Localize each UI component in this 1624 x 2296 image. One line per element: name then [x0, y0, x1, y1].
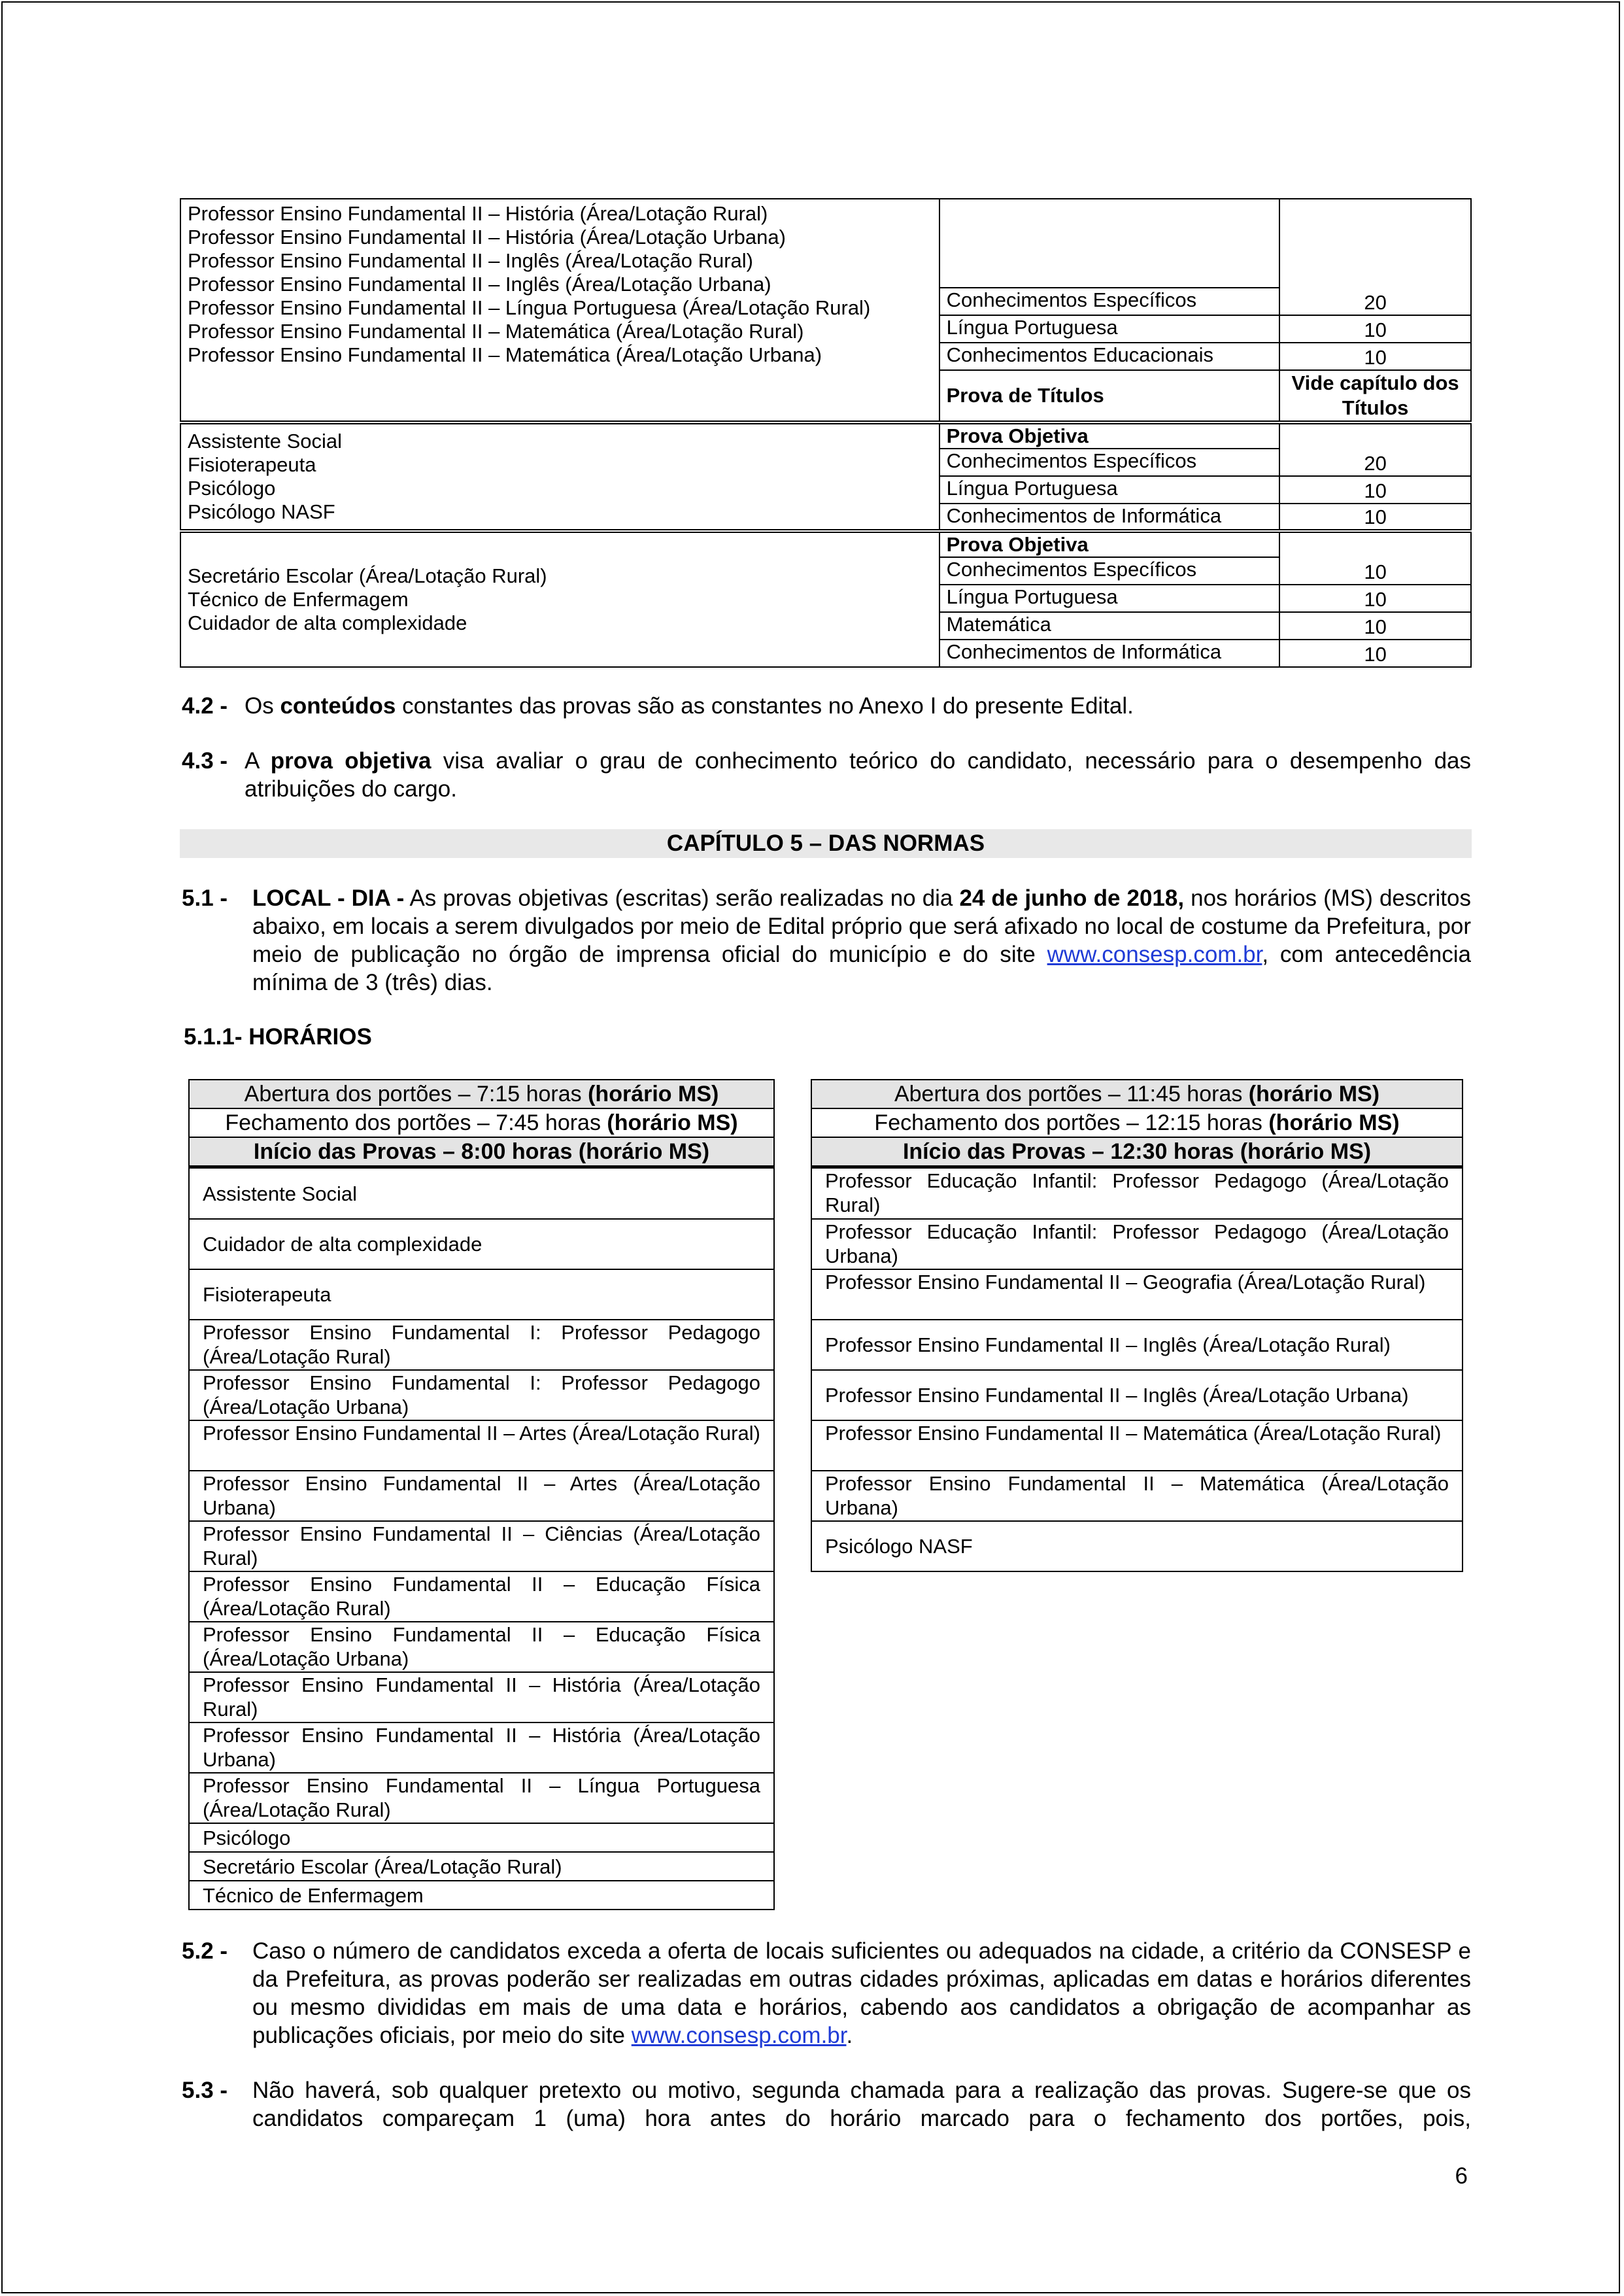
role-line: Professor Ensino Fundamental II – História (Área/Lotação Urbana)	[188, 226, 786, 248]
role-line: Professor Ensino Fundamental II – Matemática (Área/Lotação Urbana)	[188, 343, 822, 366]
text: Caso o número de candidatos exceda a oferta de locais suficientes ou adequados na cidade, a critério da CONSESP e da Prefeitura, as provas poderão ser realizadas em outras cidades próximas, aplicadas em datas e horários diferentes ou mesmo divididas em mais de uma data e horários, cabendo aos candidatos a obrigação de acompanhar as publicações oficiais, por meio do site	[252, 1938, 1471, 2048]
schedule-row	[811, 1220, 1463, 1270]
schedule-row	[811, 1270, 1463, 1320]
schedule-row	[188, 1270, 775, 1320]
roles-cell	[180, 422, 939, 531]
text: , com antecedência mínima de 3 (três) dias.	[252, 942, 1471, 995]
schedule-row-label: Professor Educação Infantil: Professor Pedagogo (Área/Lotação Rural)	[825, 1169, 1449, 1216]
bold-text: LOCAL - DIA -	[252, 885, 405, 911]
bold-text: (horário MS)	[1268, 1110, 1400, 1135]
text: nos horários (MS) descritos abaixo, em locais a serem divulgados por meio de Edital próprio que será afixado no local de costume da Prefeitura, por meio de publicação no órgão de imprensa oficial do município e do site	[252, 885, 1471, 967]
text: Os	[245, 693, 280, 719]
paragraph-5-3	[182, 2076, 1471, 2133]
schedule-row	[188, 1169, 775, 1220]
gate-opening	[811, 1079, 1463, 1108]
schedule-row	[811, 1320, 1463, 1371]
count-cell: 10	[1279, 585, 1471, 612]
item-number: 4.2 -	[182, 693, 228, 719]
exam-date: 24 de junho de 2018,	[959, 885, 1185, 911]
text: Não haverá, sob qualquer pretexto ou motivo, segunda chamada para a realização das provas. Sugere-se que os candidatos compareçam 1 (uma) hora antes do horário marcado para o fechamento dos portões, pois,	[252, 2078, 1471, 2131]
blank-cell	[939, 199, 1280, 288]
roles-cell	[180, 199, 939, 422]
exam-start: Início das Provas – 12:30 horas (horário MS)	[811, 1137, 1463, 1169]
schedule-row-label: Professor Ensino Fundamental II – Artes (Área/Lotação Urbana)	[203, 1472, 760, 1519]
subject-cell: Conhecimentos Específicos	[939, 449, 1280, 476]
paragraph-4-2	[182, 692, 1471, 720]
bold-text: prova objetiva	[270, 748, 431, 774]
role-line: Professor Ensino Fundamental II – Língua Portuguesa (Área/Lotação Rural)	[188, 296, 871, 319]
bold-text: conteúdos	[280, 693, 396, 719]
section-heading: 5.1.1- HORÁRIOS	[184, 1024, 372, 1050]
count-cell: 10	[1279, 504, 1471, 531]
count-cell: 10	[1279, 315, 1471, 343]
count-cell: 10	[1279, 612, 1471, 640]
count-cell: 10	[1279, 343, 1471, 370]
subject-cell: Língua Portuguesa	[939, 315, 1280, 343]
schedule-row-label: Professor Educação Infantil: Professor Pedagogo (Área/Lotação Urbana)	[825, 1220, 1449, 1267]
consesp-link[interactable]: www.consesp.com.br	[1047, 942, 1262, 967]
subject-cell: Matemática	[939, 612, 1280, 640]
schedule-row-label: Psicólogo	[203, 1826, 291, 1849]
role-line: Professor Ensino Fundamental II – Inglês (Área/Lotação Rural)	[188, 249, 754, 272]
text: Abertura dos portões – 11:45 horas	[894, 1082, 1249, 1106]
afternoon-list	[811, 1169, 1463, 1572]
schedule-row-label: Professor Ensino Fundamental II – Matemática (Área/Lotação Rural)	[825, 1422, 1442, 1445]
role-line: Psicólogo NASF	[188, 500, 335, 523]
schedule-row	[188, 1572, 775, 1622]
subject-cell: Conhecimentos Educacionais	[939, 343, 1280, 370]
role-line: Assistente Social	[188, 430, 343, 453]
schedule-row	[188, 1723, 775, 1773]
text: Fechamento dos portões – 12:15 horas	[874, 1110, 1269, 1135]
objective-header: Prova Objetiva	[939, 422, 1280, 449]
schedule-row-label: Professor Ensino Fundamental II – Geografia (Área/Lotação Rural)	[825, 1271, 1426, 1294]
gate-closing	[811, 1108, 1463, 1137]
schedule-row	[188, 1522, 775, 1572]
schedule-row-label: Psicólogo NASF	[825, 1535, 973, 1558]
schedule-row	[811, 1421, 1463, 1471]
schedule-row-label: Professor Ensino Fundamental II – Inglês (Área/Lotação Rural)	[825, 1333, 1391, 1356]
role-line: Psicólogo	[188, 477, 276, 500]
titles-value: Vide capítulo dos Títulos	[1279, 370, 1471, 422]
schedule-row	[188, 1622, 775, 1673]
role-line: Cuidador de alta complexidade	[188, 611, 467, 634]
count-cell: 10	[1279, 476, 1471, 504]
schedule-row	[188, 1824, 775, 1853]
subject-cell: Conhecimentos Específicos	[939, 557, 1280, 585]
schedule-row-label: Técnico de Enfermagem	[203, 1883, 424, 1907]
schedule-row-label: Professor Ensino Fundamental II – Língua Portuguesa (Área/Lotação Rural)	[203, 1774, 760, 1821]
schedule-row	[188, 1371, 775, 1421]
bold-text: (horário MS)	[1248, 1082, 1380, 1106]
schedule-row-label: Professor Ensino Fundamental II – Ciências (Área/Lotação Rural)	[203, 1522, 760, 1569]
subject-cell: Língua Portuguesa	[939, 585, 1280, 612]
bold-text: (horário MS)	[588, 1082, 719, 1106]
schedule-row	[188, 1853, 775, 1881]
roles-cell	[180, 531, 939, 667]
schedule-row-label: Professor Ensino Fundamental I: Professor Pedagogo (Área/Lotação Rural)	[203, 1321, 760, 1368]
subject-cell: Conhecimentos Específicos	[939, 288, 1280, 315]
afternoon-schedule	[811, 1079, 1463, 1572]
schedule-row	[811, 1471, 1463, 1522]
text: As provas objetivas (escritas) serão realizadas no dia	[404, 885, 960, 911]
objective-header: Prova Objetiva	[939, 531, 1280, 557]
morning-list	[188, 1169, 775, 1910]
titles-label: Prova de Títulos	[939, 370, 1280, 422]
schedule-row	[188, 1673, 775, 1723]
schedule-row-label: Professor Ensino Fundamental II – Inglês (Área/Lotação Urbana)	[825, 1384, 1409, 1407]
text: A	[245, 748, 271, 774]
role-line: Secretário Escolar (Área/Lotação Rural)	[188, 564, 547, 587]
text: visa avaliar o grau de conhecimento teórico do candidato, necessário para o desempenho das atribuições do cargo.	[245, 748, 1472, 802]
chapter-heading: CAPÍTULO 5 – DAS NORMAS	[180, 829, 1472, 858]
schedule-row-label: Professor Ensino Fundamental II – História (Área/Lotação Rural)	[203, 1673, 760, 1721]
schedule-row	[811, 1169, 1463, 1220]
paragraph-4-3	[182, 747, 1471, 803]
count-cell: 10	[1279, 531, 1471, 585]
schedule-row-label: Professor Ensino Fundamental II – Matemática (Área/Lotação Urbana)	[825, 1472, 1449, 1519]
item-number: 5.1 -	[182, 885, 228, 911]
schedule-row-label: Assistente Social	[203, 1182, 358, 1205]
count-cell: 10	[1279, 640, 1471, 667]
consesp-link[interactable]: www.consesp.com.br	[631, 2023, 847, 2048]
paragraph-5-1	[182, 884, 1471, 997]
gate-opening	[188, 1079, 775, 1108]
subject-cell: Conhecimentos de Informática	[939, 504, 1280, 531]
count-cell: 20	[1279, 422, 1471, 476]
exam-start: Início das Provas – 8:00 horas (horário MS)	[188, 1137, 775, 1169]
paragraph-5-2	[182, 1937, 1471, 2049]
schedule-row-label: Professor Ensino Fundamental II – Educação Física (Área/Lotação Rural)	[203, 1573, 760, 1620]
schedule-row	[188, 1421, 775, 1471]
count-cell: 20	[1279, 199, 1471, 315]
schedule-row-label: Professor Ensino Fundamental II – História (Área/Lotação Urbana)	[203, 1724, 760, 1771]
role-line: Professor Ensino Fundamental II – Matemática (Área/Lotação Rural)	[188, 320, 804, 343]
bold-text: (horário MS)	[607, 1110, 738, 1135]
gate-closing	[188, 1108, 775, 1137]
schedule-row-label: Professor Ensino Fundamental II – Artes (Área/Lotação Rural)	[203, 1422, 760, 1445]
schedule-row	[188, 1773, 775, 1824]
role-line: Professor Ensino Fundamental II – Inglês (Área/Lotação Urbana)	[188, 273, 771, 296]
schedule-row	[811, 1371, 1463, 1421]
page-number: 6	[1455, 2163, 1468, 2189]
schedule-row-label: Cuidador de alta complexidade	[203, 1233, 482, 1256]
schedule-row-label: Professor Ensino Fundamental II – Educação Física (Área/Lotação Urbana)	[203, 1623, 760, 1670]
schedule-row-label: Professor Ensino Fundamental I: Professor Pedagogo (Área/Lotação Urbana)	[203, 1371, 760, 1418]
text: .	[846, 2023, 853, 2048]
subject-cell: Conhecimentos de Informática	[939, 640, 1280, 667]
text: Abertura dos portões – 7:15 horas	[244, 1082, 588, 1106]
exam-structure-table	[180, 198, 1472, 668]
subject-cell: Língua Portuguesa	[939, 476, 1280, 504]
role-line: Professor Ensino Fundamental II – História (Área/Lotação Rural)	[188, 202, 768, 225]
role-line: Fisioterapeuta	[188, 453, 316, 476]
item-number: 4.3 -	[182, 748, 228, 774]
schedule-row	[188, 1220, 775, 1270]
schedule-row	[188, 1881, 775, 1910]
item-number: 5.3 -	[182, 2078, 228, 2103]
schedule-row-label: Secretário Escolar (Área/Lotação Rural)	[203, 1855, 562, 1878]
schedule-row	[188, 1320, 775, 1371]
item-number: 5.2 -	[182, 1938, 228, 1964]
text: Fechamento dos portões – 7:45 horas	[225, 1110, 607, 1135]
schedule-row	[811, 1522, 1463, 1572]
role-line: Técnico de Enfermagem	[188, 588, 409, 611]
schedule-row-label: Fisioterapeuta	[203, 1283, 331, 1306]
text: constantes das provas são as constantes no Anexo I do presente Edital.	[396, 693, 1134, 719]
schedule-row	[188, 1471, 775, 1522]
morning-schedule	[188, 1079, 775, 1910]
